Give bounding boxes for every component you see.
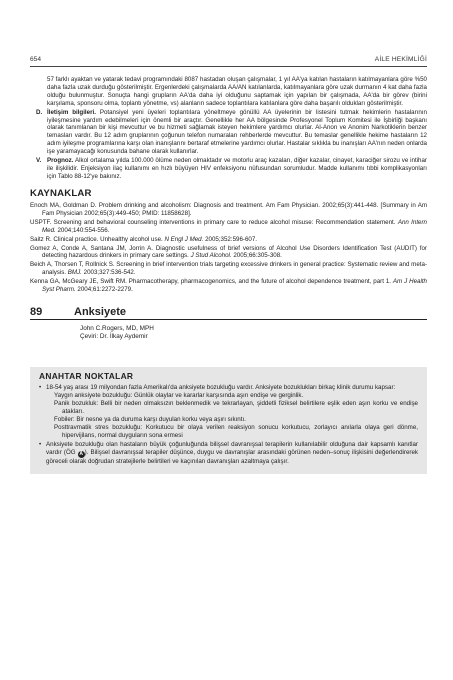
chapter-number: 89 bbox=[30, 306, 43, 319]
page-body bbox=[30, 76, 427, 474]
section-d-text: Potansiyel yeni üyeleri toplantılara yöneltmeye gönüllü AA üyelerinin bir listesini tutmak hekimlerin hastalarının iyileşmesine yardım edebilmeleri için önemli bir araçtır. Genellikle her AA bölgesinde Profesyonel Toplum Komitesi ile İşbirliği başkanı olarak tanımlanan bir kişi mevcuttur ve bu hizmeti sağlamak isteyen hekimlere yardımcı olurlar. Al-Anon ve Anonim Narkotiklerin benzer temasları vardır. Bu 12 adım gruplarının çoğunun telefon numaraları rehberlerde mevcuttur. Bu temaslar genellikle hekime hastaların 12 adım iyileşme programlarına karşı olan inanışlarını bertaraf etmelerine yardımcı olurlar. Hastalar sıklıkla bu inanışları AA'nın neden onlarda işe yaramayacağı konusunda bahane olarak kullanırlar. bbox=[47, 108, 427, 156]
key-point-text: • 18-54 yaş arası 19 milyondan fazla Amerikalı'da anksiyete bozukluğu vardır. Anksiyete bozuklukları birkaç klinik durumu kapsar: bbox=[46, 384, 396, 392]
key-point-bullet bbox=[39, 384, 418, 439]
chapter-header bbox=[30, 306, 427, 341]
section-d-label: D. bbox=[36, 108, 43, 116]
key-point-bullet bbox=[39, 441, 418, 466]
section-v bbox=[30, 157, 427, 181]
section-v-label: V. bbox=[36, 157, 42, 165]
reference-item: Enoch MA, Goldman D. Problem drinking and alcoholism: Diagnosis and treatment. Am Fam Physician. 2002;65(3):441-448. [Summary in Am Fam Physician 2002;65(3):449-450; PMID: 11858628]. bbox=[30, 201, 427, 217]
running-title: AİLE HEKİMLİĞİ bbox=[374, 56, 427, 63]
key-point-subitem: Posttravmatik stres bozukluğu: Korkutucu bir olaya verilen reaksiyon sonucu korkutucu, zorlayıcı anılarla olaya geri dönme, hipervijilans, normal duyguların sona ermesi bbox=[54, 423, 418, 439]
chapter-title: Anksiyete bbox=[74, 306, 126, 319]
key-point-subitem: Yaygın anksiyete bozukluğu: Günlük olaylar ve kararlar karşısında aşırı endişe ve gerginlik. bbox=[54, 392, 304, 400]
section-v-lead: Prognoz. bbox=[47, 157, 74, 165]
reference-item: USPTF. Screening and behavioral counseling interventions in primary care to reduce alcohol misuse: Recommendation statement. Ann Intern Med. 2004;140:554-556. bbox=[30, 218, 427, 234]
chapter-author: John C.Rogers, MD, MPH bbox=[80, 325, 154, 333]
key-points-heading: ANAHTAR NOKTALAR bbox=[39, 371, 134, 382]
reference-item: Beich A, Thorsen T, Rollnick S. Screening in brief intervention trials targeting excessive drinkers in general practice: Systematic review and meta-analysis. BMJ. 2003;327:536-542. bbox=[30, 261, 427, 277]
key-point-text: ). Bilişsel davranışsal terapiler düşünce, duygu ve davranışlar arasındaki görünen neden–sonuç ilişkisini değerlendirerek göreceli olarak doğrudan stratejilerle belirtileri ve kaçınılan davranışları azaltmaya çalışır. bbox=[46, 448, 418, 465]
chapter-translator: Çeviri: Dr. İlkay Aydemir bbox=[80, 333, 148, 341]
section-v-text: Alkol ortalama yılda 100.000 ölüme neden olmaktadır ve motorlu araç kazaları, diğer kazalar, cinayet, karaciğer sirozu ve intihar ile ilişkilidir. Enjeksiyon ilaç kullanımı en hızlı büyüyen HIV enfeksiyonu nüfusundan sorumludur. Madde kullanımı tıbbi komplikasyonları için Tablo 88-12'ye bakınız. bbox=[47, 157, 427, 180]
key-point-subitem: Panik bozukluk: Belli bir neden olmaksızın beklenmedik ve tekrarlayan, şiddetli fiziksel belirtilere eşlik eden aşırı korku ve endişe atakları. bbox=[54, 400, 418, 416]
section-d-lead: İletişim bilgileri. bbox=[47, 108, 96, 116]
reference-item: Saitz R. Clinical practice. Unhealthy alcohol use. N Engl J Med. 2005;352:596-607. bbox=[30, 235, 258, 243]
section-c-continuation: 57 farklı ayaktan ve yatarak tedavi programındaki 8087 hastadan oluşan çalışmalar, 1 yıl AA'ya katılan hastaların katılmayanlara göre %50 daha fazla uzak durduğu gösterilmiştir. Ergenlerdeki çalışmalarda AA/AN katılanlarda, katılmayanlara göre uzak durmanın 4 kat daha fazla olduğu bulunmuştur. Sonuçta hangi grupların AA'da daha iyi olduğunu saptamak için yapılan bir çalışmada, AA'da bir görev (birini karşılama, sponsoru olma, toplantı yönetme, vs) alanların sadece toplantılara katılanlara göre daha başarılı oldukları gösterilmiştir. bbox=[47, 76, 427, 107]
section-d bbox=[30, 109, 427, 156]
header-rule bbox=[30, 66, 427, 67]
key-point-text: Anksiyete bozukluğu olan hastaların büyük çoğunluğunda bilişsel davranışsal terapilerin kullanılabilir olduğuna dair kapsamlı kanıtlar vardır (ÖG bbox=[46, 440, 418, 456]
page-number: 654 bbox=[30, 56, 42, 63]
key-point-subitem: Fobiler: Bir nesne ya da duruma karşı duyulan korku veya aşırı sıkıntı. bbox=[54, 415, 246, 423]
references-heading: KAYNAKLAR bbox=[30, 187, 92, 199]
references-list bbox=[30, 202, 427, 294]
evidence-grade-badge: A bbox=[79, 450, 83, 457]
reference-item: Gomez A, Conde A, Santana JM, Jorrin A. Diagnostic usefulness of brief versions of Alcohol Use Disorders Identification Test (AUDIT) for detecting hazardous drinkers in primary care settings. J Stud Alcohol. 2005;66:305-308. bbox=[30, 244, 427, 260]
key-points-box bbox=[30, 367, 427, 473]
page-header bbox=[30, 54, 427, 68]
reference-item: Kenna GA, McGeary JE, Swift RM. Pharmacotherapy, pharmacogenomics, and the future of alcohol dependence treatment, part 1. Am J Health Syst Pharm. 2004;61:2272-2279. bbox=[30, 278, 427, 294]
